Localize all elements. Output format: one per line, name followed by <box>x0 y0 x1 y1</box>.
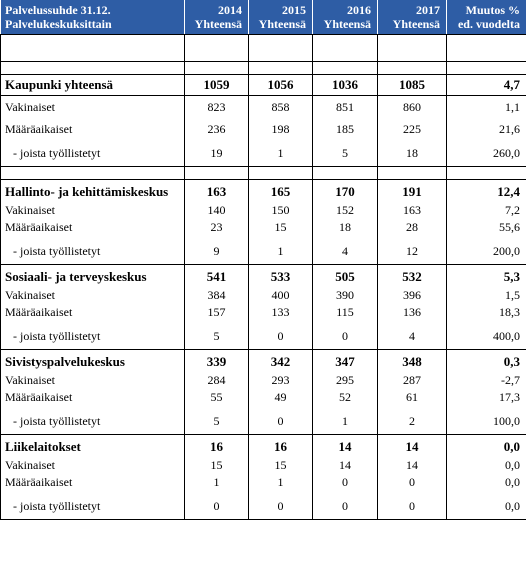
cell: 5 <box>313 140 378 167</box>
header-change <box>447 0 526 35</box>
cell: 2 <box>378 408 447 435</box>
header-year-2017 <box>378 0 447 35</box>
cell: 55 <box>185 386 249 408</box>
header-year-sub: Yhteensä <box>392 17 440 31</box>
header-year-2014 <box>185 0 249 35</box>
spacer-row <box>1 62 526 75</box>
section-group-row <box>1 180 526 205</box>
section-change: 4,7 <box>447 75 526 96</box>
section-value: 170 <box>313 180 378 205</box>
section-value: 339 <box>185 350 249 375</box>
spacer-row <box>1 167 526 180</box>
row-label: - joista työllistetyt <box>1 140 185 167</box>
section-change: 12,4 <box>447 180 526 205</box>
table-row <box>1 204 526 216</box>
cell: 0 <box>249 408 313 435</box>
section-value: 532 <box>378 265 447 290</box>
cell-change: 7,2 <box>447 204 526 216</box>
section-value: 163 <box>185 180 249 205</box>
cell: 9 <box>185 238 249 265</box>
section-value: 16 <box>249 435 313 460</box>
cell: 1 <box>249 238 313 265</box>
cell-change: 100,0 <box>447 408 526 435</box>
cell-change: 400,0 <box>447 323 526 350</box>
cell: 4 <box>313 238 378 265</box>
cell: 61 <box>378 386 447 408</box>
header-category <box>1 0 185 35</box>
cell: 396 <box>378 289 447 301</box>
cell: 140 <box>185 204 249 216</box>
cell: 400 <box>249 289 313 301</box>
section-value: 165 <box>249 180 313 205</box>
row-label: Vakinaiset <box>1 204 185 216</box>
cell: 14 <box>378 459 447 471</box>
section-value: 541 <box>185 265 249 290</box>
cell: 157 <box>185 301 249 323</box>
cell: 136 <box>378 301 447 323</box>
cell: 49 <box>249 386 313 408</box>
section-change: 0,0 <box>447 435 526 460</box>
section-value: 191 <box>378 180 447 205</box>
header-title-line1: Palvelussuhde 31.12. <box>5 3 111 17</box>
section-value: 348 <box>378 350 447 375</box>
spacer-row <box>1 35 526 62</box>
cell-change: 1,5 <box>447 289 526 301</box>
cell: 1 <box>185 471 249 493</box>
header-year: 2014 <box>218 3 242 17</box>
row-label: Määräaikaiset <box>1 118 185 140</box>
cell: 163 <box>378 204 447 216</box>
section-title: Sivistyspalvelukeskus <box>1 350 185 375</box>
cell: 152 <box>313 204 378 216</box>
cell-change: 200,0 <box>447 238 526 265</box>
cell: 860 <box>378 96 447 119</box>
section-group-row <box>1 435 526 460</box>
cell: 19 <box>185 140 249 167</box>
cell: 115 <box>313 301 378 323</box>
cell: 15 <box>249 459 313 471</box>
cell: 18 <box>313 216 378 238</box>
cell: 14 <box>313 459 378 471</box>
row-label: Määräaikaiset <box>1 216 185 238</box>
cell: 52 <box>313 386 378 408</box>
cell: 15 <box>249 216 313 238</box>
section-group-row <box>1 350 526 375</box>
cell: 287 <box>378 374 447 386</box>
header-year-sub: Yhteensä <box>323 17 371 31</box>
table-row <box>1 301 526 323</box>
cell: 12 <box>378 238 447 265</box>
cell: 15 <box>185 459 249 471</box>
table-row <box>1 408 526 435</box>
cell: 4 <box>378 323 447 350</box>
header-change-line2: ed. vuodelta <box>457 17 520 31</box>
cell: 28 <box>378 216 447 238</box>
row-label: - joista työllistetyt <box>1 323 185 350</box>
header-year-2016 <box>313 0 378 35</box>
section-change: 5,3 <box>447 265 526 290</box>
row-label: Vakinaiset <box>1 289 185 301</box>
cell: 0 <box>185 493 249 520</box>
cell-change: 0,0 <box>447 493 526 520</box>
row-label: Vakinaiset <box>1 374 185 386</box>
table-row <box>1 493 526 520</box>
cell: 23 <box>185 216 249 238</box>
cell: 295 <box>313 374 378 386</box>
row-label: Määräaikaiset <box>1 301 185 323</box>
cell: 384 <box>185 289 249 301</box>
cell-change: 17,3 <box>447 386 526 408</box>
section-value: 342 <box>249 350 313 375</box>
section-value: 1056 <box>249 75 313 96</box>
cell: 198 <box>249 118 313 140</box>
cell: 185 <box>313 118 378 140</box>
section-group-row <box>1 265 526 290</box>
header-year-sub: Yhteensä <box>258 17 306 31</box>
table-row <box>1 118 526 140</box>
cell-change: 18,3 <box>447 301 526 323</box>
cell-change: 1,1 <box>447 96 526 119</box>
cell-change: 260,0 <box>447 140 526 167</box>
row-label: Vakinaiset <box>1 459 185 471</box>
header-year: 2017 <box>416 3 440 17</box>
cell: 284 <box>185 374 249 386</box>
section-title: Sosiaali- ja terveyskeskus <box>1 265 185 290</box>
table-row <box>1 238 526 265</box>
cell: 5 <box>185 323 249 350</box>
cell: 150 <box>249 204 313 216</box>
cell: 823 <box>185 96 249 119</box>
cell: 18 <box>378 140 447 167</box>
header-year: 2016 <box>347 3 371 17</box>
section-change: 0,3 <box>447 350 526 375</box>
header-change-line1: Muutos % <box>465 3 520 17</box>
header-row <box>1 0 526 35</box>
cell: 0 <box>378 493 447 520</box>
cell: 0 <box>313 323 378 350</box>
table-row <box>1 140 526 167</box>
section-value: 1059 <box>185 75 249 96</box>
cell: 0 <box>313 471 378 493</box>
header-year-sub: Yhteensä <box>194 17 242 31</box>
header-year: 2015 <box>282 3 306 17</box>
cell-change: -2,7 <box>447 374 526 386</box>
row-label: Määräaikaiset <box>1 471 185 493</box>
table-row <box>1 289 526 301</box>
cell: 236 <box>185 118 249 140</box>
section-value: 533 <box>249 265 313 290</box>
row-label: - joista työllistetyt <box>1 408 185 435</box>
row-label: - joista työllistetyt <box>1 238 185 265</box>
section-value: 347 <box>313 350 378 375</box>
cell: 133 <box>249 301 313 323</box>
section-value: 14 <box>313 435 378 460</box>
row-label: Määräaikaiset <box>1 386 185 408</box>
section-value: 14 <box>378 435 447 460</box>
table-row <box>1 374 526 386</box>
section-title: Hallinto- ja kehittämiskeskus <box>1 180 185 205</box>
section-value: 1085 <box>378 75 447 96</box>
row-label: - joista työllistetyt <box>1 493 185 520</box>
section-title: Kaupunki yhteensä <box>1 75 185 96</box>
cell: 858 <box>249 96 313 119</box>
table-row <box>1 459 526 471</box>
table-row <box>1 216 526 238</box>
section-total-row <box>1 75 526 96</box>
cell: 1 <box>313 408 378 435</box>
cell-change: 0,0 <box>447 459 526 471</box>
table-row <box>1 386 526 408</box>
section-value: 16 <box>185 435 249 460</box>
cell: 0 <box>249 323 313 350</box>
header-title-line2: Palvelukeskuksittain <box>5 17 112 31</box>
cell-change: 21,6 <box>447 118 526 140</box>
cell-change: 55,6 <box>447 216 526 238</box>
cell: 293 <box>249 374 313 386</box>
cell: 851 <box>313 96 378 119</box>
cell: 1 <box>249 140 313 167</box>
header-year-2015 <box>249 0 313 35</box>
cell: 0 <box>313 493 378 520</box>
cell: 390 <box>313 289 378 301</box>
table-row <box>1 96 526 119</box>
cell: 5 <box>185 408 249 435</box>
table-row <box>1 323 526 350</box>
section-value: 505 <box>313 265 378 290</box>
cell-change: 0,0 <box>447 471 526 493</box>
cell: 0 <box>378 471 447 493</box>
cell: 225 <box>378 118 447 140</box>
cell: 0 <box>249 493 313 520</box>
table-row <box>1 471 526 493</box>
section-value: 1036 <box>313 75 378 96</box>
cell: 1 <box>249 471 313 493</box>
row-label: Vakinaiset <box>1 96 185 119</box>
section-title: Liikelaitokset <box>1 435 185 460</box>
